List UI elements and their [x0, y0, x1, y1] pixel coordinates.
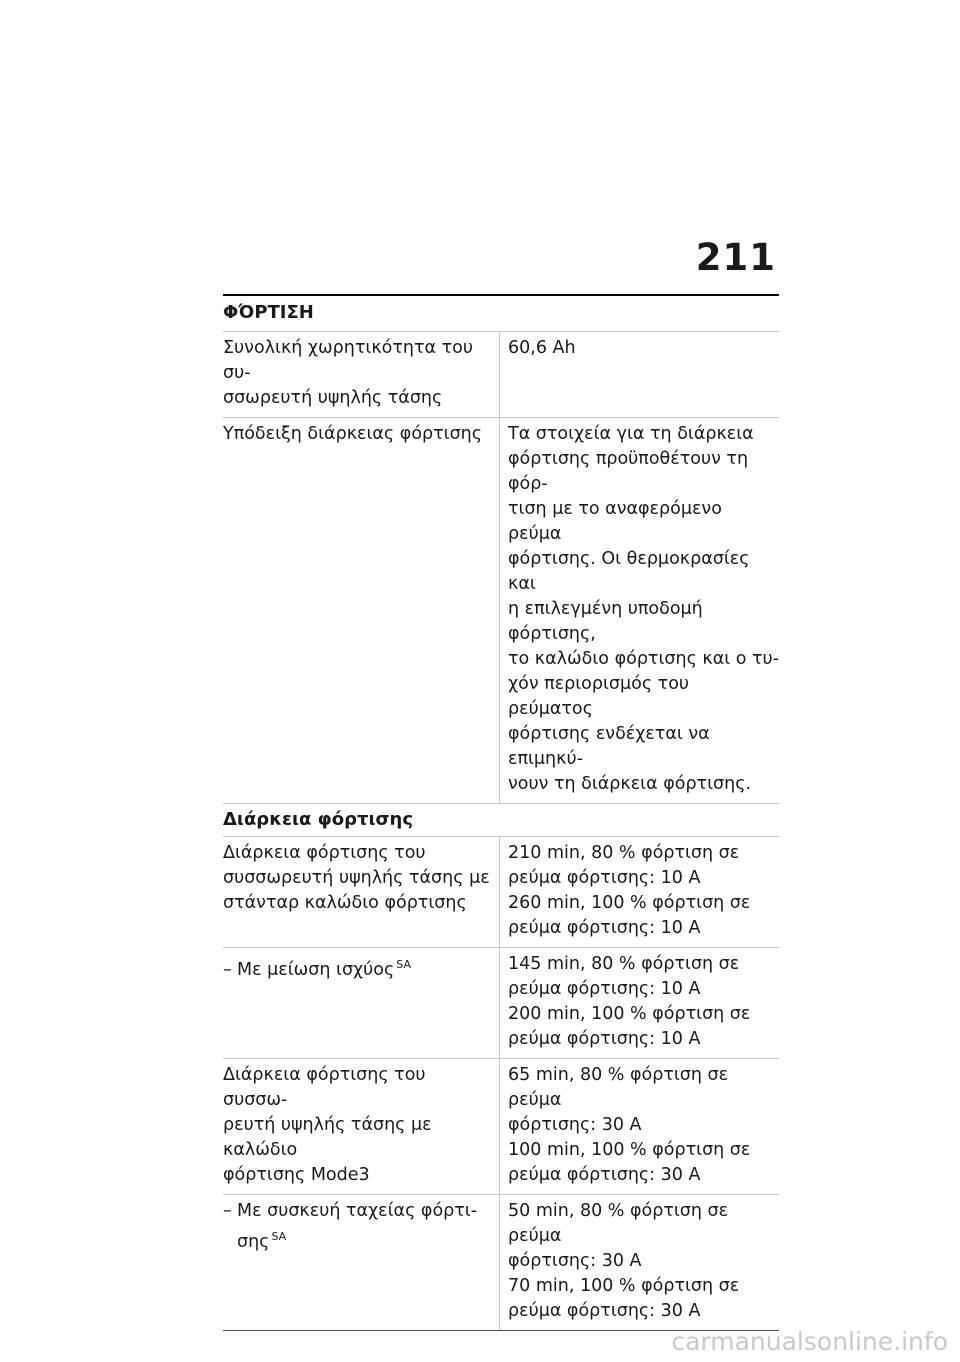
charging-spec-table — [223, 294, 779, 1331]
page-number: 211 — [695, 236, 776, 279]
spec-value: 60,6 Ah — [508, 338, 576, 358]
dash-marker: – — [223, 1201, 232, 1221]
watermark-text: carmanualsonline.info — [671, 1327, 948, 1356]
spec-value: 65 min, 80 % φόρτιση σε ρεύμα φόρτισης: 30 A 100 min, 100 % φόρτιση σε ρεύμα φόρτισης: 30 A — [508, 1065, 751, 1185]
spec-row-standard-cable — [223, 837, 779, 948]
dash-marker: – — [223, 960, 232, 980]
option-label: Με μείωση ισχύος — [237, 960, 395, 980]
spec-row-fast-charger — [223, 1195, 779, 1331]
spec-row-mode3-cable — [223, 1059, 779, 1195]
spec-label: Συνολική χωρητικότητα του συ- σσωρευτή υψηλής τάσης — [223, 332, 500, 417]
option-label: Με συσκευή ταχείας φόρτι- — [237, 1201, 478, 1221]
spec-value: 145 min, 80 % φόρτιση σε ρεύμα φόρτισης: 10 A 200 min, 100 % φόρτιση σε ρεύμα φόρτισης: 10 A — [508, 954, 751, 1049]
subsection-title: Διάρκεια φόρτισης — [223, 804, 779, 837]
spec-value: 50 min, 80 % φόρτιση σε ρεύμα φόρτισης: 30 A 70 min, 100 % φόρτιση σε ρεύμα φόρτισης: 30 A — [508, 1201, 740, 1321]
spec-row-capacity — [223, 332, 779, 418]
spec-row-reduced-power — [223, 948, 779, 1059]
sa-marker: SA — [396, 958, 411, 971]
option-label-continued: σης — [237, 1232, 270, 1252]
spec-label: Διάρκεια φόρτισης του συσσωρευτή υψηλής τάσης με στάνταρ καλώδιο φόρτισης — [223, 837, 500, 947]
spec-label: Διάρκεια φόρτισης του συσσω- ρευτή υψηλής τάσης με καλώδιο φόρτισης Mode3 — [223, 1059, 500, 1194]
spec-label-option — [223, 948, 500, 1058]
spec-label: Υπόδειξη διάρκειας φόρτισης — [223, 418, 500, 803]
spec-value: Τα στοιχεία για τη διάρκεια φόρτισης προϋποθέτουν τη φόρ- τιση με το αναφερόμενο ρεύμα φόρτισης. Οι θερμοκρασίες και η επιλεγμένη υποδομή φόρτισης, το καλώδιο φόρτισης και ο τυ- χόν περιορισμός του ρεύματος φόρτισης ενδέχεται να επιμηκύ- νουν τη διάρκεια φόρτισης. — [508, 424, 779, 794]
spec-label-option — [223, 1195, 500, 1330]
spec-value: 210 min, 80 % φόρτιση σε ρεύμα φόρτισης: 10 A 260 min, 100 % φόρτιση σε ρεύμα φόρτισης: 10 A — [508, 843, 751, 938]
spec-row-duration-note — [223, 418, 779, 804]
section-title: ΦΌΡΤΙΣΗ — [223, 296, 779, 332]
sa-marker: SA — [271, 1230, 287, 1243]
